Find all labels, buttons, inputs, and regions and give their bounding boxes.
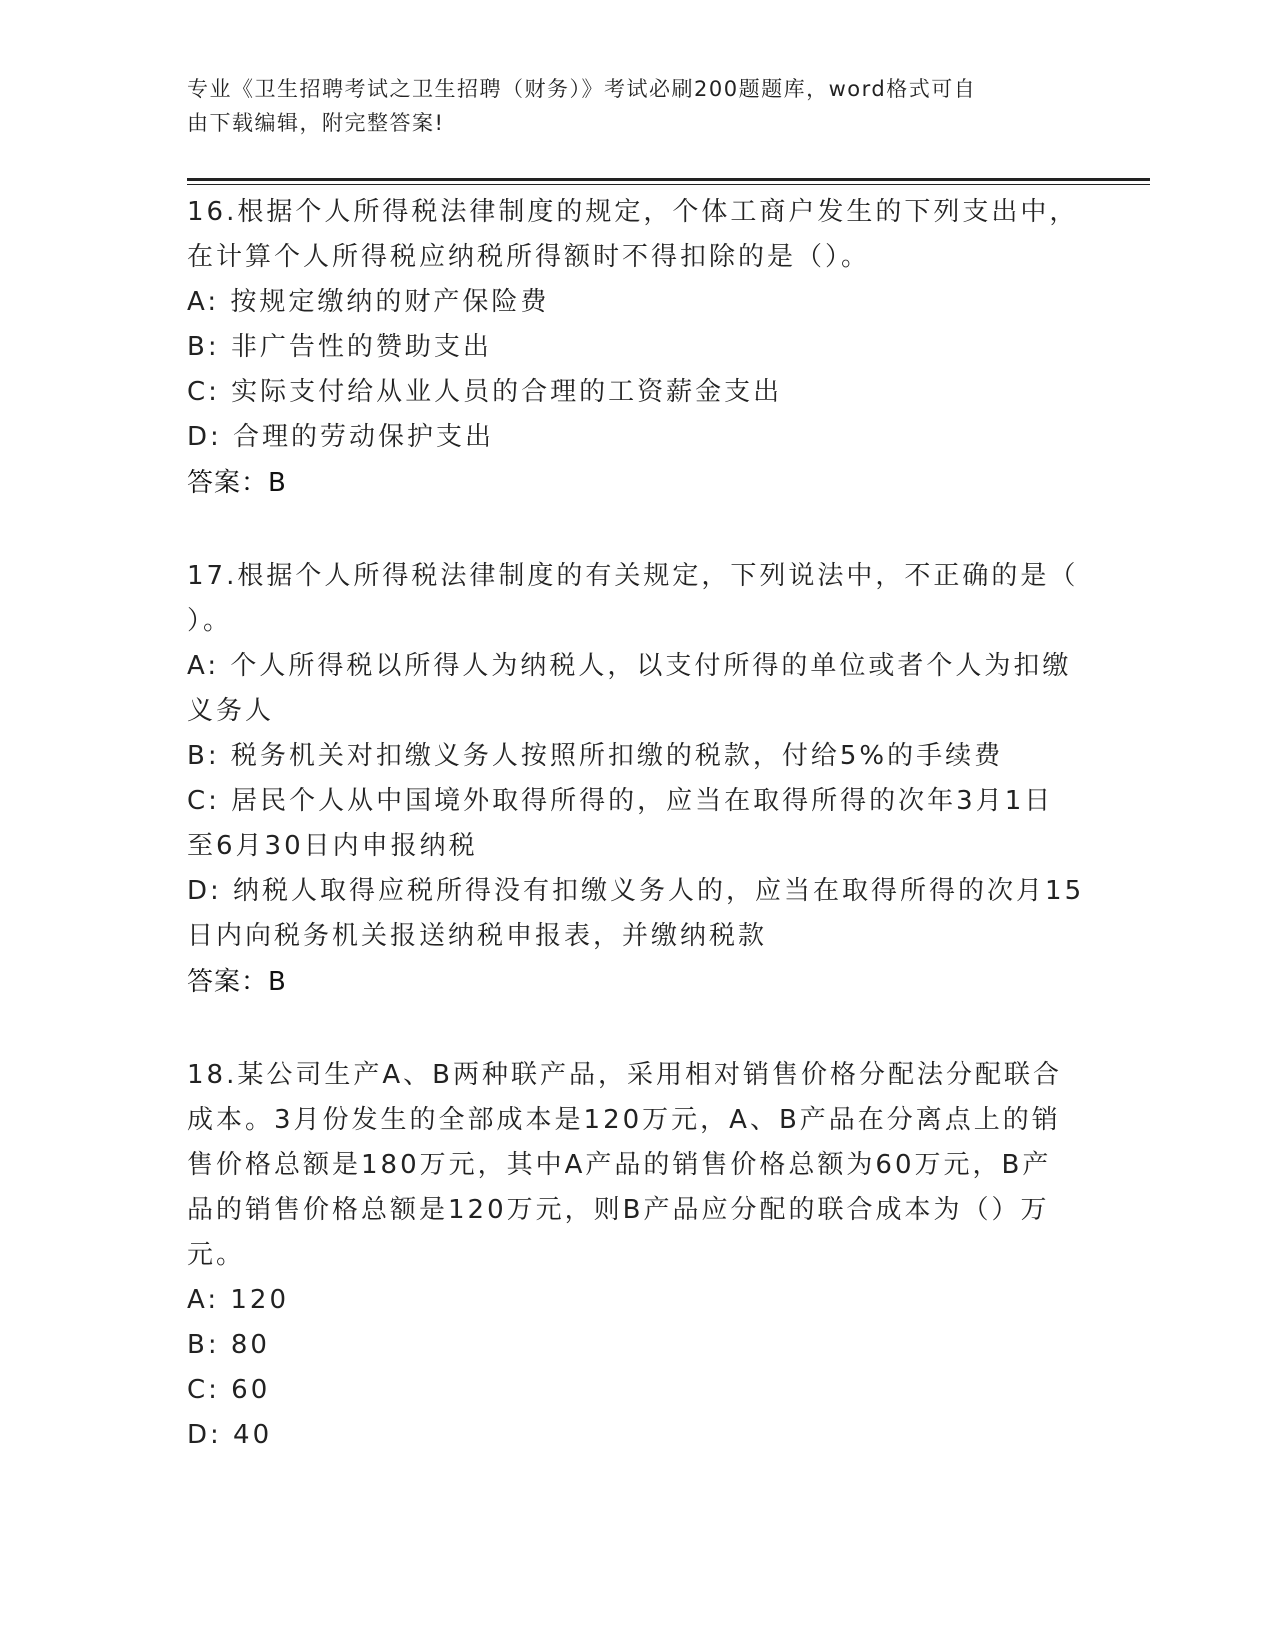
question-list bbox=[187, 190, 1087, 1506]
question-16-option-b: B: 非广告性的赞助支出 bbox=[187, 332, 492, 362]
question-18-option-c: C: 60 bbox=[187, 1375, 271, 1405]
question-16-answer: 答案：B bbox=[187, 468, 287, 498]
header-line-1: 专业《卫生招聘考试之卫生招聘（财务）》考试必刷200题题库，word格式可自 bbox=[187, 77, 977, 101]
question-17-option-d-line-1: D: 纳税人取得应税所得没有扣缴义务人的，应当在取得所得的次月15 bbox=[187, 876, 1085, 906]
question-16-option-a: A: 按规定缴纳的财产保险费 bbox=[187, 287, 550, 317]
question-16 bbox=[187, 190, 1087, 506]
header-line-2: 由下载编辑，附完整答案! bbox=[187, 111, 445, 135]
question-18-line-3: 售价格总额是180万元，其中A产品的销售价格总额为60万元，B产 bbox=[187, 1150, 1052, 1180]
question-17-option-b: B: 税务机关对扣缴义务人按照所扣缴的税款，付给5%的手续费 bbox=[187, 741, 1004, 771]
header-divider-thin bbox=[187, 184, 1150, 185]
question-18-line-4: 品的销售价格总额是120万元，则B产品应分配的联合成本为（）万 bbox=[187, 1195, 1050, 1225]
question-16-line-1: 16.根据个人所得税法律制度的规定，个体工商户发生的下列支出中， bbox=[187, 197, 1079, 227]
question-16-option-d: D: 合理的劳动保护支出 bbox=[187, 422, 495, 452]
question-17-option-a-line-1: A: 个人所得税以所得人为纳税人，以支付所得的单位或者个人为扣缴 bbox=[187, 651, 1072, 681]
question-18 bbox=[187, 1053, 1087, 1458]
question-18-option-a: A: 120 bbox=[187, 1285, 289, 1315]
header-divider-thick bbox=[187, 178, 1150, 181]
question-17-option-d-line-2: 日内向税务机关报送纳税申报表，并缴纳税款 bbox=[187, 921, 768, 951]
question-17-option-c-line-2: 至6月30日内申报纳税 bbox=[187, 831, 478, 861]
question-17-answer: 答案：B bbox=[187, 967, 287, 997]
question-16-line-2: 在计算个人所得税应纳税所得额时不得扣除的是（）。 bbox=[187, 242, 871, 272]
question-17 bbox=[187, 554, 1087, 1005]
question-16-option-c: C: 实际支付给从业人员的合理的工资薪金支出 bbox=[187, 377, 783, 407]
question-17-option-a-line-2: 义务人 bbox=[187, 696, 275, 726]
question-17-line-2: ）。 bbox=[187, 606, 233, 636]
document-header bbox=[187, 72, 1067, 140]
question-18-option-b: B: 80 bbox=[187, 1330, 270, 1360]
question-18-option-d: D: 40 bbox=[187, 1420, 273, 1450]
question-18-line-1: 18.某公司生产A、B两种联产品，采用相对销售价格分配法分配联合 bbox=[187, 1060, 1062, 1090]
question-18-line-5: 元。 bbox=[187, 1240, 246, 1270]
question-17-option-c-line-1: C: 居民个人从中国境外取得所得的，应当在取得所得的次年3月1日 bbox=[187, 786, 1054, 816]
question-17-line-1: 17.根据个人所得税法律制度的有关规定，下列说法中，不正确的是（ bbox=[187, 561, 1079, 591]
question-18-line-2: 成本。3月份发生的全部成本是120万元，A、B产品在分离点上的销 bbox=[187, 1105, 1061, 1135]
